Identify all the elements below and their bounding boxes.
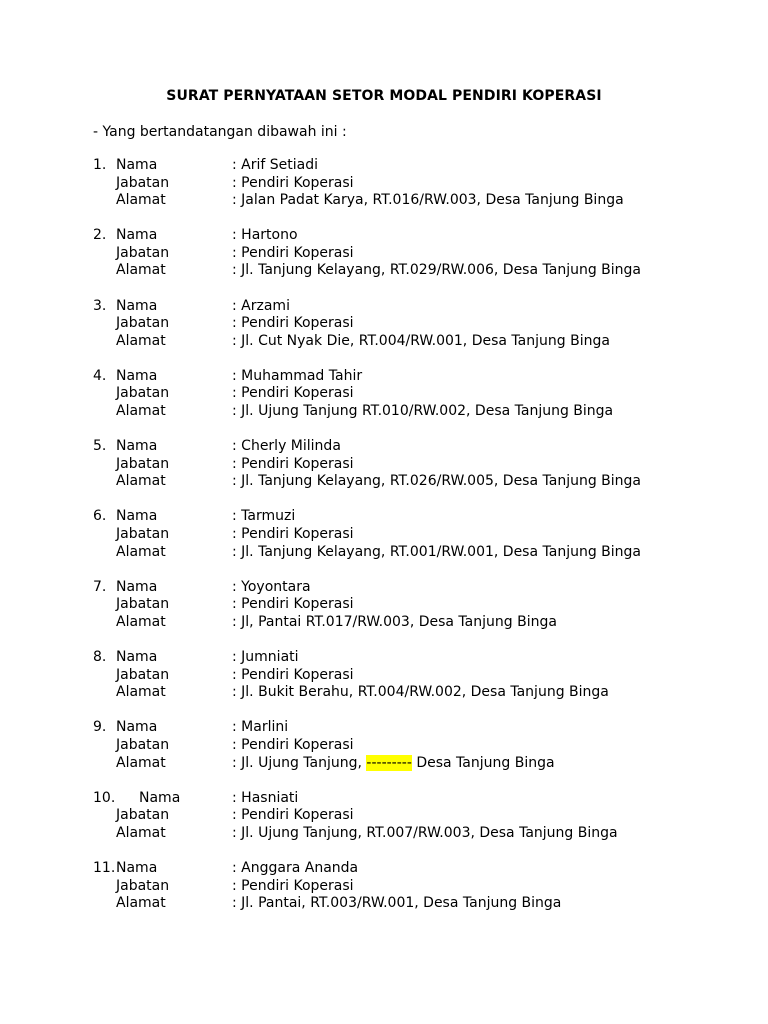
value-nama: : Hartono [232, 227, 298, 244]
label-alamat: Alamat [116, 192, 166, 209]
founder-entry [0, 368, 768, 438]
value-nama: : Hasniati [232, 789, 299, 806]
founder-entry [0, 508, 768, 578]
value-nama: : Muhammad Tahir [232, 367, 363, 384]
value-alamat: : Jl. Tanjung Kelayang, RT.026/RW.005, Desa Tanjung Binga [232, 473, 642, 490]
founder-entry [0, 298, 768, 368]
founder-entry [0, 157, 768, 227]
label-jabatan: Jabatan [116, 315, 170, 332]
label-alamat: Alamat [116, 543, 166, 560]
entry-number: 4. [93, 367, 107, 384]
label-nama: Nama [116, 859, 158, 876]
highlighted-placeholder: --------- [366, 754, 412, 771]
label-alamat: Alamat [116, 473, 166, 490]
value-alamat: : Jl. Ujung Tanjung RT.010/RW.002, Desa Tanjung Binga [232, 403, 614, 420]
label-nama: Nama [116, 719, 158, 736]
value-jabatan: : Pendiri Koperasi [232, 666, 354, 683]
value-nama: : Marlini [232, 719, 289, 736]
label-jabatan: Jabatan [116, 666, 170, 683]
label-jabatan: Jabatan [116, 455, 170, 472]
value-alamat: : Jl. Ujung Tanjung, RT.007/RW.003, Desa Tanjung Binga [232, 824, 618, 841]
label-jabatan: Jabatan [116, 174, 170, 191]
intro-text: - Yang bertandatangan dibawah ini : [93, 124, 347, 140]
entry-number: 8. [93, 649, 107, 666]
value-alamat: : Jl. Tanjung Kelayang, RT.001/RW.001, Desa Tanjung Binga [232, 543, 642, 560]
label-alamat: Alamat [116, 684, 166, 701]
value-alamat: : Jl. Tanjung Kelayang, RT.029/RW.006, Desa Tanjung Binga [232, 262, 642, 279]
value-nama: : Cherly Milinda [232, 438, 341, 455]
value-jabatan: : Pendiri Koperasi [232, 877, 354, 894]
founder-entry [0, 227, 768, 297]
value-jabatan: : Pendiri Koperasi [232, 807, 354, 824]
entry-number: 7. [93, 578, 107, 595]
value-jabatan: : Pendiri Koperasi [232, 455, 354, 472]
label-alamat: Alamat [116, 262, 166, 279]
label-alamat: Alamat [116, 613, 166, 630]
founder-entry [0, 790, 768, 860]
entry-number: 1. [93, 157, 107, 173]
label-alamat: Alamat [116, 403, 166, 420]
founder-entry [0, 579, 768, 649]
value-jabatan: : Pendiri Koperasi [232, 596, 354, 613]
alamat-suffix: Desa Tanjung Binga [411, 754, 555, 771]
value-jabatan: : Pendiri Koperasi [232, 385, 354, 402]
label-nama: Nama [116, 438, 158, 455]
label-jabatan: Jabatan [116, 877, 170, 894]
value-nama: : Arzami [232, 297, 290, 314]
value-jabatan: : Pendiri Koperasi [232, 526, 354, 543]
entry-number: 9. [93, 719, 107, 736]
entry-number: 3. [93, 297, 107, 314]
entry-number: 11. [93, 859, 116, 876]
label-alamat: Alamat [116, 824, 166, 841]
founder-entry [0, 649, 768, 719]
value-nama: : Yoyontara [232, 578, 311, 595]
label-nama: Nama [116, 297, 158, 314]
value-alamat [232, 755, 555, 773]
value-jabatan: : Pendiri Koperasi [232, 174, 354, 191]
document-title: SURAT PERNYATAAN SETOR MODAL PENDIRI KOPERASI [166, 88, 602, 104]
label-alamat: Alamat [116, 332, 166, 349]
founder-list [0, 157, 768, 930]
entry-number: 2. [93, 227, 107, 244]
entry-number: 10. [93, 789, 116, 806]
label-jabatan: Jabatan [116, 596, 170, 613]
entry-number: 5. [93, 438, 107, 455]
label-alamat: Alamat [116, 754, 166, 771]
value-jabatan: : Pendiri Koperasi [232, 736, 354, 753]
value-alamat: : Jalan Padat Karya, RT.016/RW.003, Desa Tanjung Binga [232, 192, 624, 209]
value-nama: : Arif Setiadi [232, 157, 319, 173]
value-nama: : Anggara Ananda [232, 859, 359, 876]
label-jabatan: Jabatan [116, 385, 170, 402]
label-jabatan: Jabatan [116, 526, 170, 543]
founder-entry [0, 438, 768, 508]
value-nama: : Jumniati [232, 649, 299, 666]
value-alamat: : Jl. Bukit Berahu, RT.004/RW.002, Desa Tanjung Binga [232, 684, 609, 701]
label-jabatan: Jabatan [116, 807, 170, 824]
value-alamat: : Jl, Pantai RT.017/RW.003, Desa Tanjung Binga [232, 613, 557, 630]
label-nama: Nama [116, 578, 158, 595]
label-jabatan: Jabatan [116, 244, 170, 261]
value-nama: : Tarmuzi [232, 508, 296, 525]
label-nama: Nama [116, 227, 158, 244]
value-alamat: : Jl. Cut Nyak Die, RT.004/RW.001, Desa Tanjung Binga [232, 332, 610, 349]
label-nama: Nama [116, 649, 158, 666]
entry-number: 6. [93, 508, 107, 525]
label-nama: Nama [139, 789, 181, 806]
value-jabatan: : Pendiri Koperasi [232, 244, 354, 261]
label-nama: Nama [116, 367, 158, 384]
founder-entry [0, 860, 768, 930]
label-jabatan: Jabatan [116, 736, 170, 753]
value-jabatan: : Pendiri Koperasi [232, 315, 354, 332]
label-nama: Nama [116, 508, 158, 525]
label-alamat: Alamat [116, 895, 166, 912]
alamat-prefix: : Jl. Ujung Tanjung, [232, 754, 367, 771]
founder-entry [0, 719, 768, 789]
label-nama: Nama [116, 157, 158, 173]
value-alamat: : Jl. Pantai, RT.003/RW.001, Desa Tanjung Binga [232, 895, 562, 912]
